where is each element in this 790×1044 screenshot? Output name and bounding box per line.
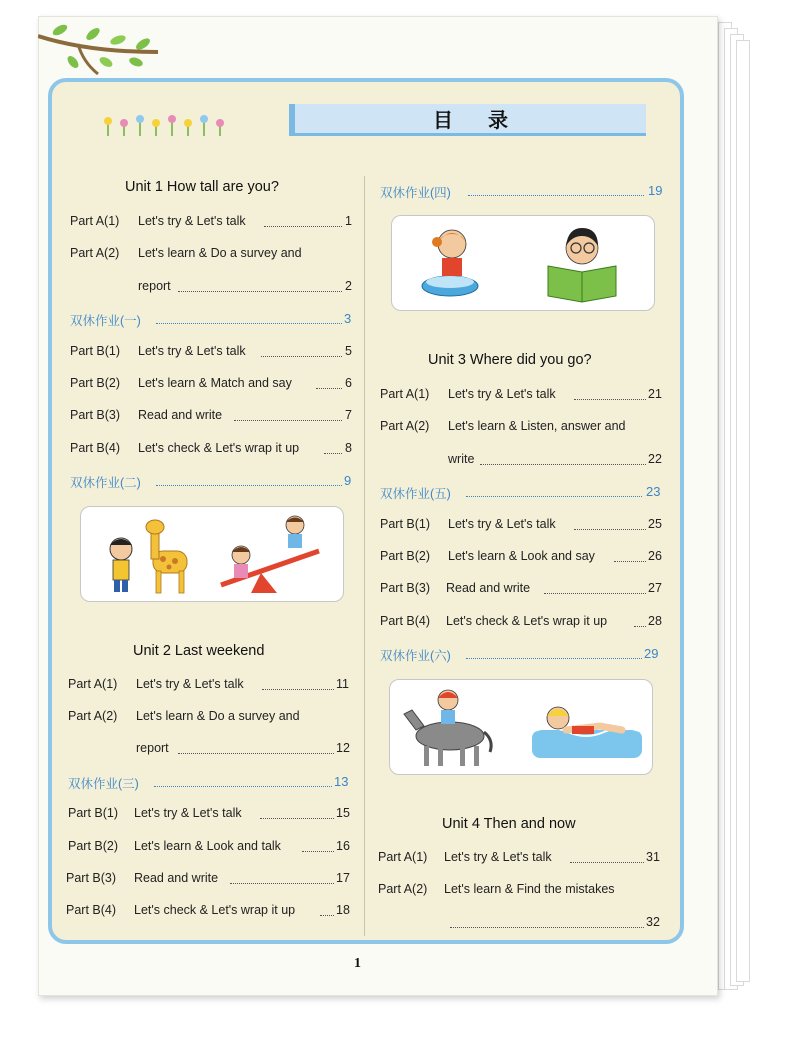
weekend-homework-entry[interactable] [70,311,352,329]
leader-dots [466,484,642,497]
entry-title: Let's try & Let's talk [448,387,556,401]
page-ref: 12 [336,741,350,755]
page-ref: 9 [344,473,352,488]
page-ref: 13 [334,774,349,789]
leader-dots [614,549,646,562]
page-ref: 7 [345,408,352,422]
entry-title: Let's try & Let's talk [136,677,244,691]
entry-title: Let's learn & Do a survey and [138,246,302,260]
page-title [289,104,646,136]
page-ref: 5 [345,344,352,358]
leader-dots [324,441,342,454]
entry-title: Let's learn & Look and talk [134,839,281,853]
branch-icon [38,22,168,82]
leader-dots [480,452,646,465]
leader-dots [154,774,332,787]
entry-title: report [136,741,169,755]
page-ref: 23 [646,484,661,499]
page-ref: 31 [646,850,660,864]
part-label: Part B(1) [380,517,431,531]
entry-title: Let's check & Let's wrap it up [138,441,300,455]
page-ref: 29 [644,646,659,661]
part-label: Part A(1) [68,677,118,691]
leader-dots [178,279,342,292]
page-ref: 18 [336,903,350,917]
part-label: Part A(2) [378,882,428,896]
part-label: Part B(1) [70,344,121,358]
page-ref: 19 [648,183,663,198]
activities-picture-icon [390,680,652,774]
page-ref: 25 [648,517,662,531]
page-ref: 28 [648,614,662,628]
page-ref: 1 [345,214,352,228]
part-label: Part A(2) [68,709,118,723]
page-ref: 27 [648,581,662,595]
housework-picture-icon [392,216,654,310]
leader-dots [156,311,342,324]
entry-title: 双休作业(二) [70,476,141,490]
leader-dots [262,677,334,690]
entry-title: Let's try & Let's talk [444,850,552,864]
part-label: Part B(2) [380,549,431,563]
weekend-homework-entry[interactable] [68,774,352,792]
page-ref: 22 [648,452,662,466]
leader-dots [264,214,342,227]
entry-title: write [448,452,475,466]
weekend-homework-entry[interactable] [70,473,352,491]
part-label: Part B(3) [380,581,431,595]
leader-dots [302,839,334,852]
entry-title: Let's try & Let's talk [138,214,246,228]
part-label: Part B(2) [70,376,121,390]
page-ref: 21 [648,387,662,401]
page-number: 1 [354,956,361,971]
entry-title: 双休作业(五) [380,487,451,501]
part-label: Part B(4) [70,441,121,455]
illustration-activities [389,679,653,775]
entry-title: 双休作业(三) [68,777,139,791]
page-ref: 6 [345,376,352,390]
weekend-homework-entry[interactable] [380,646,666,664]
page-ref: 32 [646,915,660,929]
entry-title: Let's learn & Match and say [138,376,292,390]
entry-title: 双休作业(一) [70,314,141,328]
page-ref: 16 [336,839,350,853]
leader-dots [544,581,646,594]
flowers-icon [102,112,232,138]
part-label: Part A(1) [70,214,120,228]
leader-dots [634,614,646,627]
leader-dots [230,871,334,884]
page-ref: 26 [648,549,662,563]
page-edge [736,40,750,982]
page-ref: 11 [336,677,349,691]
leader-dots [466,646,642,659]
entry-title: Let's check & Let's wrap it up [446,614,608,628]
illustration-housework [391,215,655,311]
entry-title: 双休作业(六) [380,649,451,663]
unit-heading: Unit 2 Last weekend [133,643,265,659]
illustration-playground [80,506,344,602]
page-ref: 17 [336,871,350,885]
part-label: Part B(2) [68,839,119,853]
part-label: Part B(3) [66,871,117,885]
leader-dots [468,183,644,196]
page-ref: 15 [336,806,350,820]
part-label: Part A(1) [378,850,428,864]
weekend-homework-entry[interactable] [380,183,666,201]
leader-dots [316,376,342,389]
unit-heading: Unit 1 How tall are you? [125,179,279,195]
leader-dots [574,387,646,400]
leader-dots [450,915,644,928]
entry-title: Let's learn & Do a survey and [136,709,300,723]
part-label: Part B(3) [70,408,121,422]
page-ref: 8 [345,441,352,455]
entry-title: Let's learn & Look and say [448,549,595,563]
part-label: Part A(2) [380,419,430,433]
leader-dots [574,517,646,530]
leader-dots [320,903,334,916]
leader-dots [570,850,644,863]
entry-title: 双休作业(四) [380,186,451,200]
entry-title: report [138,279,171,293]
entry-title: Read and write [134,871,219,885]
part-label: Part A(1) [380,387,430,401]
entry-title: Let's learn & Find the mistakes [444,882,615,896]
leader-dots [260,806,334,819]
leader-dots [178,741,334,754]
entry-title: Let's learn & Listen, answer and [448,419,626,433]
leader-dots [234,408,342,421]
part-label: Part B(1) [68,806,119,820]
leader-dots [261,344,342,357]
weekend-homework-entry[interactable] [380,484,666,502]
entry-title: Let's check & Let's wrap it up [134,903,296,917]
unit-heading: Unit 4 Then and now [442,816,576,832]
title-text: 目 录 [433,108,522,132]
entry-title: Let's try & Let's talk [138,344,246,358]
leader-dots [156,473,342,486]
entry-title: Read and write [446,581,531,595]
part-label: Part B(4) [66,903,117,917]
entry-title: Let's try & Let's talk [134,806,242,820]
part-label: Part A(2) [70,246,120,260]
page-ref: 3 [344,311,352,326]
entry-title: Let's try & Let's talk [448,517,556,531]
page-ref: 2 [345,279,352,293]
column-divider [364,176,365,936]
part-label: Part B(4) [380,614,431,628]
playground-picture-icon [81,507,343,601]
entry-title: Read and write [138,408,223,422]
unit-heading: Unit 3 Where did you go? [428,352,592,368]
